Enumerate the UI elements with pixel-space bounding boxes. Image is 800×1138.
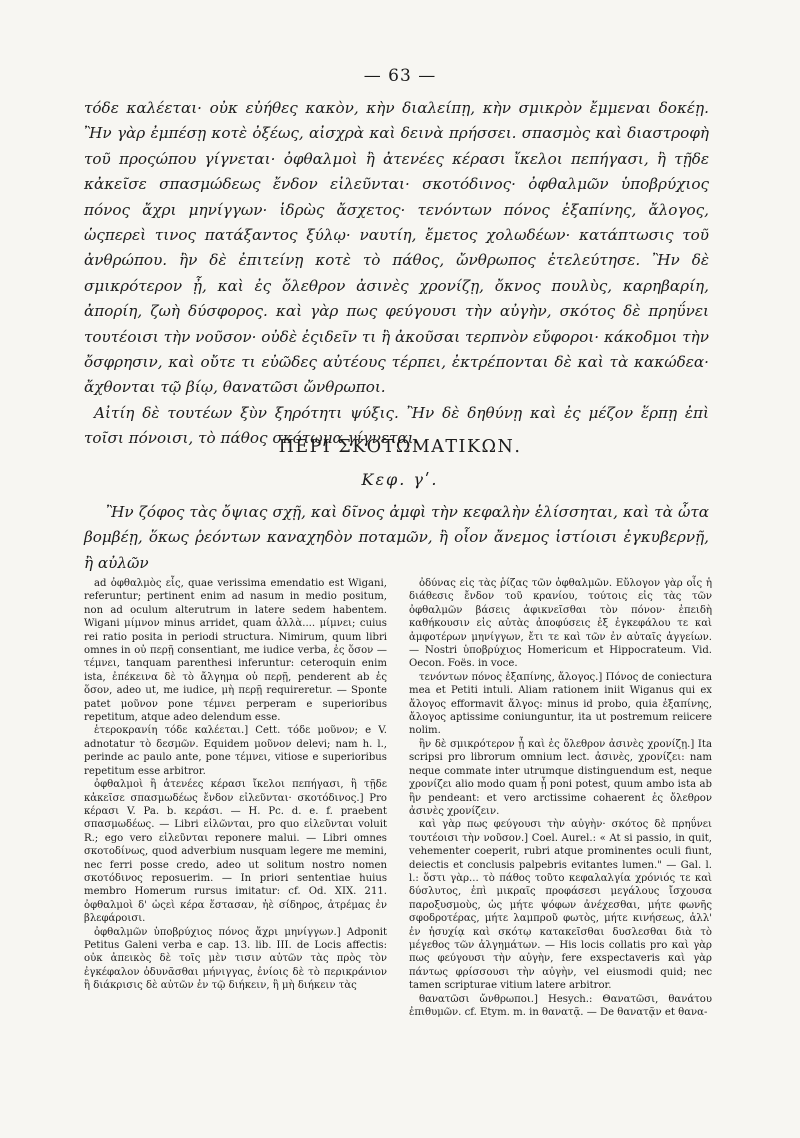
footnote: θανατῶσι ὤνθρωποι.] Hesych.: Θανατῶσι, θανάτου ἐπιθυμῶν. cf. Etym. m. in θανατᾷ. — De θανατᾷν et θανα-	[409, 993, 712, 1018]
chapter-paragraph: Ἢν ζόφος τὰς ὄψιας σχῇ, καὶ δῖνος ἀμφὶ τὴν κεφαλὴν ἑλίσσηται, καὶ τὰ ὦτα βομβέῃ, ὅκως ῥεόντων καναχηδὸν ποταμῶν, ἢ οἷον ἄνεμος ἱστίοισι ἐγκυβερνῇ, ἢ αὐλῶν	[84, 503, 709, 572]
footnote: τενόντων πόνος ἐξαπίνης, ἄλογος.] Πόνος de coniectura mea et Petiti intuli. Aliam rationem iniit Wiganus qui ex ἄλογος efformavit ἄλγος: minus id probo, quia ἐξαπίνης, ἄλογος aptissime coniunguntur, ita ut postremum reiicere nolim.	[409, 671, 712, 737]
footnote: ἢν δὲ σμικρότερον ᾖ καὶ ἐς ὄλεθρον ἀσινὲς χρονίζῃ.] Ita scripsi pro librorum omnium lect. ἀσινὲς, χρονίζει: nam neque commate inter utrumque distinguendum est, neque χρονίζει alio modo quam ᾖ poni potest, quum ambo ista ab ἢν pendeant: et vero arctissime cohaerent ἐς ὄλεθρον ἀσινὲς χρονίζειν.	[409, 738, 712, 817]
page-number: — 63 —	[363, 66, 437, 86]
footnotes	[84, 577, 712, 1019]
footnote: ἑτεροκρανίη τόδε καλέεται.] Cett. τόδε μοῦνον; e V. adnotatur τὸ δεσμῶν. Equidem μοῦνον delevi; nam h. l., perinde ac paulo ante, pone τέμνει, vitiose e superioribus repetitum esse arbitror.	[84, 725, 387, 777]
footnotes-left-column	[84, 577, 387, 1019]
section-title: ΠΕΡΙ ΣΚΟΤΩΜΑΤΙΚΩΝ.	[278, 437, 522, 457]
chapter-label: Κεφ. γʹ.	[361, 470, 439, 489]
footnote: καὶ γὰρ πως φεύγουσι τὴν αὐγὴν· σκότος δὲ πρηΰνει τουτέοισι τὴν νοῦσον.] Coel. Aurel.: « At si passio, in quit, vehementer coeperit, rubri atque prominentes oculi fiunt, deiectis et conclusis palpebris evitantes lumen." — Gal. l. l.: ὅστι γὰρ... τὸ πάθος τοῦτο κεφαλαλγία χρόνιός τε καὶ δύσλυτος, ἐπὶ μικραῖς προφάσεσι μεγάλους ἴσχουσα παροξυσμοὺς, ὡς μήτε ψόφων ἀνέχεσθαι, μήτε φωνῆς σφοδροτέρας, μήτε λαμπροῦ φωτὸς, μήτε κινήσεως, ἀλλ' ἐν ἡσυχίᾳ καὶ σκότῳ κατακεῖσθαι δυσλεσθαι διὰ τὸ μέγεθος τῶν ἀλγημάτων. — His locis collatis pro καὶ γὰρ πως φεύγουσι τὴν αὐγὴν, fere exspectaveris καὶ γὰρ πάντως φρίσσουσι τὴν αὐγὴν, vel eiusmodi quid; nec tamen scripturae vitium latere arbitror.	[409, 819, 712, 992]
footnotes-right-column	[409, 577, 712, 1019]
main-paragraph-2: Αἰτίη δὲ τουτέων ξὺν ξηρότητι ψύξις. Ἢν δὲ δηθύνῃ καὶ ἐς μέζον ἕρπῃ ἐπὶ τοῖσι πόνοισι, τὸ πάθος σκότωμα γίγνεται.	[84, 403, 709, 448]
footnote: ὀφθαλμοὶ ἢ ἀτενέες κέρασι ἴκελοι πεπήγασι, ἢ τῇδε κἀκεῖσε σπασμωδέως ἔνδον εἰλεῦνται· σκοτόδινος.] Pro κέρασι V. Pa. b. κεράσι. — H. Pc. d. e. f. praebent σπασμωδέως. — Libri εἰλῶνται, pro quo εἰλεῦνται voluit R.; ego vero εἰλεῦνται reponere malui. — Libri omnes σκοτοδίνως, quod adverbium nusquam legere me memini, nec ferri posse credo, adeo ut solitum nostro nomen σκοτόδινος reposuerim. — In priori sententiae huius membro Homerum rursus imitatur: cf. Od. XIX. 211. ὀφθαλμοὶ δ' ὡςεὶ κέρα ἕστασαν, ἠὲ σίδηρος, ἀτρέμας ἐν βλεφάροισι.	[84, 779, 387, 925]
footnote: ad ὀφθαλμὸς εἷς, quae verissima emendatio est Wigani, referuntur; pertinent enim ad nasum in medio positum, non ad oculum alterutrum in latere sedem habentem. Wigani μίμνον minus arridet, quam ἀλλὰ.... μίμνει; cuius rei ratio posita in periodi structura. Nimirum, quum libri omnes in οὐ περῇ consentiant, me iudice verba, ἐς ὅσον — τέμνει, tanquam parenthesi inferuntur: ceteroquin enim ista, ἐπέκεινα δὲ τὸ ἄλγημα οὐ περῇ, penderent ab ἐς ὅσον, adeo ut, me iudice, μὴ περῇ requireretur. — Sponte patet μοῦνον pone τέμνει perperam e superioribus repetitum, atque adeo delendum esse.	[84, 578, 387, 724]
chapter-text	[84, 500, 709, 576]
main-text	[84, 96, 709, 452]
footnote: ὀδύνας εἰς τὰς ῥίζας τῶν ὀφθαλμῶν. Εὔλογον γὰρ οἷς ἡ διάθεσις ἔνδον τοῦ κρανίου, τούτοις εἰς τὰς τῶν ὀφθαλμῶν βάσεις ἀφικνεῖσθαι τὸν πόνον· ἐπειδὴ καθήκουσιν εἰς αὐτὰς ἀποφύσεις ἐξ ἐγκεφάλου τε καὶ ἀμφοτέρων μηνίγγων, ἔτι τε καὶ τῶν ἐν αὐταῖς ἀγγείων. — Nostri ὑποβρύχιος Homericum et Hippocrateum. Vid. Oecon. Foës. in voce.	[409, 578, 712, 670]
main-paragraph-1: τόδε καλέεται· οὐκ εὐήθες κακὸν, κὴν διαλείπῃ, κὴν σμικρὸν ἔμμεναι δοκέῃ. Ἢν γὰρ ἐμπέσῃ κοτὲ ὀξέως, αἰσχρὰ καὶ δεινὰ πρήσσει. σπασμὸς καὶ διαστροφὴ τοῦ προςώπου γίγνεται· ὀφθαλμοὶ ἢ ἀτενέες κέρασι ἴκελοι πεπήγασι, ἢ τῇδε κἀκεῖσε σπασμώδεως ἔνδον εἰλεῦνται· σκοτόδινος· ὀφθαλμῶν ὑποβρύχιος πόνος ἄχρι μηνίγγων· ἱδρὼς ἄσχετος· τενόντων πόνος ἐξαπίνης, ἄλογος, ὡςπερεὶ τινος πατάξαντος ξύλῳ· ναυτίη, ἔμετος χολωδέων· κατάπτωσις τοῦ ἀνθρώπου. ἢν δὲ ἐπιτείνῃ κοτὲ τὸ πάθος, ὤνθρωπος ἐτελεύτησε. Ἢν δὲ σμικρότερον ᾖ, καὶ ἐς ὄλεθρον ἀσινὲς χρονίζῃ, ὄκνος πουλὺς, καρηβαρίη, ἀπορίη, ζωὴ δύσφορος. καὶ γὰρ πως φεύγουσι τὴν αὐγὴν, σκότος δὲ πρηΰνει τουτέοισι τὴν νοῦσον· οὐδὲ ἐςιδεῖν τι ἢ ἀκοῦσαι τερπνὸν εὔφοροι· κάκοδμοι τὴν ὄσφρησιν, καὶ οὔτε τι εὐῶδες αὐτέους τέρπει, ἐκτρέπονται δὲ καὶ τὰ κακώδεα· ἄχθονται τῷ βίῳ, θανατῶσι ὤνθρωποι.	[84, 99, 709, 397]
footnote: ὀφθαλμῶν ὑποβρύχιος πόνος ἄχρι μηνίγγων.] Adponit Petitus Galeni verba e cap. 13. lib. III. de Locis affectis: οὐκ ἀπεικὸς δὲ τοῖς μὲν τισιν αὐτῶν τὰς πρὸς τὸν ἐγκέφαλον ὀδυνᾶσθαι μήνιγγας, ἐνίοις δὲ τὸ περικράνιον ἢ διάκρισις δὲ αὐτῶν ἐν τῷ διήκειν, ἢ μὴ διήκειν τὰς	[84, 926, 387, 992]
